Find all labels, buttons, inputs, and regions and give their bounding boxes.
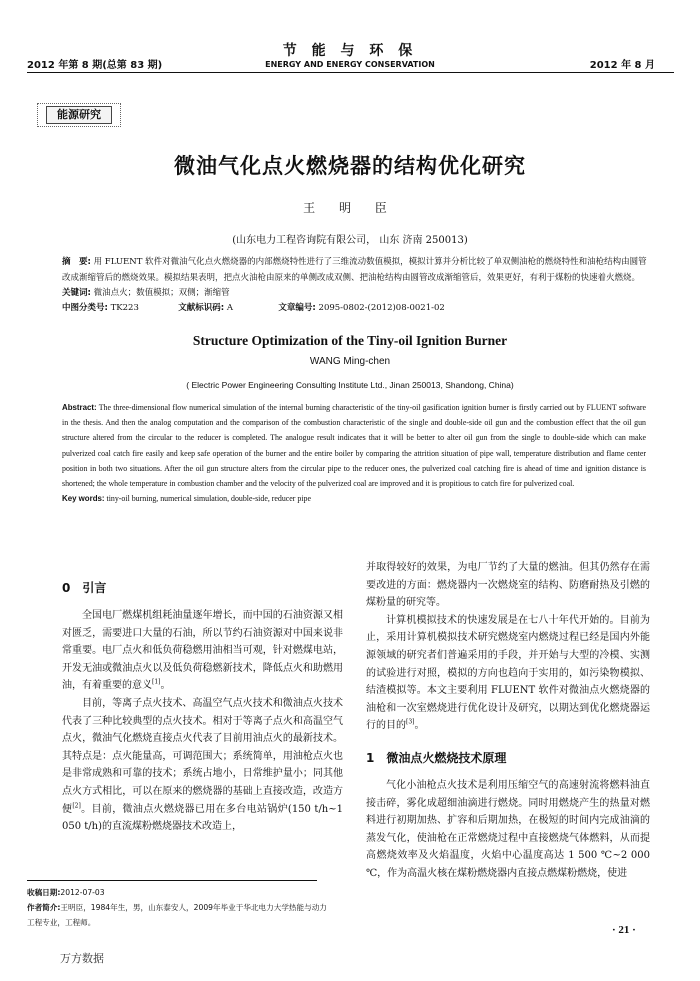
abstract-en-text: The three-dimensional flow numerical simulation of the internal burning characteristic of the tiny-oil gasification ignition burner is firstly carried out by FLUENT software in the thesis. And then the analog computation and the comparison of the combustion characteristic of the single and double-side oil gun and the combustion effect that the oil gun structure altered from the circular to the reducer is completed. The analogue result indicates that it will be better to alter oil gun from the single to double-side which can make pulverized coal catch fire easily and keep safe operation of the burner and the entire boiler by comparing the attrition situation of pipe wall, temperature distribution and flame center position in both two situations. After the oil gun structure alters from the circular pipe to the reducer ones, the pulverized coal catching fire is ahead of time and ignition distance is shortened; the whole temperature in combustion chamber and the velocity of the pulverized coal are improved and it is propitious to catch fire for pulverized coal. <box>62 403 646 489</box>
paragraph-text-end: 。目前，微油点火燃烧器已用在多台电站锅炉(150 t/h~1 050 t/h)的直流煤粉燃烧器技术改造上， <box>62 803 343 833</box>
body-paragraph: 气化小油枪点火技术是利用压缩空气的高速射流将燃料油直接击碎，雾化成超细油滴进行燃烧。同时用燃烧产生的热量对燃料进行初期加热、扩容和后期加热，在极短的时间内完成油滴的蒸发气化，使油枪在正常燃烧过程中直接燃烧气体燃料，从而提高燃烧效率及火焰温度，火焰中心温度高达 1 500 ℃~2 000 ℃，作为高温火核在煤粉燃烧器内直接点燃煤粉燃烧，使进 <box>366 779 650 879</box>
paragraph-text: 全国电厂燃煤机组耗油量逐年增长，而中国的石油资源又相对匮乏，需要进口大量的石油，所以节约石油资源对中国来说非常重要。电厂点火和低负荷稳燃用油相当可观，针对燃煤电站，开发无油或微油点火以及低负荷稳燃新技术，降低点火和助燃用油，有着重要的意义 <box>62 610 343 692</box>
keywords-en-label: Key words: <box>62 494 105 504</box>
paragraph-text-end: 。 <box>414 720 425 732</box>
keywords-en <box>62 491 646 506</box>
keywords-cn <box>62 286 652 301</box>
citation-ref[interactable]: [2] <box>72 802 81 810</box>
affiliation-en: ( Electric Power Engineering Consulting Institute Ltd., Jinan 250013, Shandong, China) <box>186 380 514 390</box>
page-number: · 21 · <box>612 924 636 936</box>
citation-ref[interactable]: [1] <box>152 679 161 687</box>
doc-code-label: 文献标识码: <box>178 303 225 313</box>
author-bio-text: 王明臣，1984年生，男，山东泰安人，2009年毕业于华北电力大学热能与动力工程专业，工程师。 <box>27 903 327 927</box>
column-tag <box>37 103 121 127</box>
received-value: 2012-07-03 <box>60 888 105 897</box>
body-column-right <box>366 559 650 883</box>
article-no-value: 2095-0802-(2012)08-0021-02 <box>318 303 445 313</box>
abstract-cn-block <box>62 254 652 316</box>
journal-title-en: ENERGY AND ENERGY CONSERVATION <box>265 60 435 69</box>
classification-line <box>62 301 652 316</box>
affiliation-cn: (山东电力工程咨询院有限公司， 山东 济南 250013) <box>232 235 468 246</box>
received-label: 收稿日期: <box>27 888 61 897</box>
paper-title-cn: 微油气化点火燃烧器的结构优化研究 <box>174 154 526 178</box>
body-column-left <box>62 575 343 836</box>
body-paragraph <box>366 612 650 735</box>
author-cn: 王 明 臣 <box>303 201 397 215</box>
author-bio <box>27 900 327 930</box>
article-no-label: 文章编号: <box>278 303 316 313</box>
clc-label: 中图分类号: <box>62 303 108 313</box>
section-heading-principle: 1 微油点火燃烧技术原理 <box>366 750 507 765</box>
body-paragraph <box>62 607 343 695</box>
keywords-en-text: tiny-oil burning, numerical simulation, double-side, reducer pipe <box>106 494 311 504</box>
footnote <box>27 885 327 930</box>
paper-title-en: Structure Optimization of the Tiny-oil Ignition Burner <box>192 333 508 348</box>
doc-code-value: A <box>226 303 234 313</box>
section-heading-introduction: 0 引言 <box>62 581 107 595</box>
abstract-cn-label: 摘 要: <box>62 257 91 267</box>
paragraph-text: 计算机模拟技术的快速发展是在七八十年代开始的。目前为止，采用计算机模拟技术研究燃烧室内燃烧过程已经是国内外能源领域的研究者们普遍采用的手段，并开始与大型的冷模、实测的试验进行对照，模拟的方向也趋向于实用的，如污染物模拟、结渣模拟等。本文主要利用 FLUENT 软件对微油点火燃烧器的油枪和一次室燃烧进行优化设计及研究，以期达到优化燃烧器运行的目的 <box>366 614 650 732</box>
watermark: 万方数据 <box>60 952 104 965</box>
body-paragraph <box>62 695 343 836</box>
abstract-en-label: Abstract: <box>62 403 97 412</box>
publication-date: 2012 年 8 月 <box>589 60 655 71</box>
citation-ref[interactable]: [3] <box>406 719 415 727</box>
paragraph-text-end: 。 <box>160 680 171 692</box>
author-bio-label: 作者简介: <box>27 903 61 912</box>
received-date <box>27 885 327 900</box>
keywords-cn-text: 微油点火；数值模拟；双侧；渐缩管 <box>93 288 230 298</box>
abstract-en <box>62 400 646 491</box>
journal-title-cn: 节 能 与 环 保 <box>282 43 418 59</box>
clc-value: TK223 <box>110 303 139 313</box>
author-en: WANG Ming-chen <box>309 356 391 367</box>
abstract-cn-text: 用 FLUENT 软件对微油气化点火燃烧器的内部燃烧特性进行了三维流动数值模拟，模拟计算并分析比较了单双侧油枪的燃烧特性和油枪结构由圆管改成渐缩管后的燃烧效果。模拟结果表明，把点火油枪由原来的单侧改成双侧、把油枪结构由圆管改成渐缩管后，效果更好，有利于煤粉的快速着火燃烧。 <box>62 257 647 283</box>
paragraph-text: 目前，等离子点火技术、高温空气点火技术和微油点火技术代表了三种比较典型的点火技术。相对于等离子点火和高温空气点火，微油气化燃烧直接点火代表了目前用油点火的最新技术。其特点是：点火能量高，可调范围大；系统简单，用油枪点火也是非常成熟和可靠的技术；系统占地小，日常维护量小；同其他点火方式相比，可以在原来的燃烧器的基础上直接改造，改造方便 <box>62 697 343 815</box>
column-tag-label: 能源研究 <box>46 106 112 124</box>
issue-info: 2012 年第 8 期(总第 83 期) <box>27 60 163 71</box>
footnote-divider <box>27 880 317 881</box>
header-divider <box>27 72 674 73</box>
body-paragraph-continued: 并取得较好的效果，为电厂节约了大量的燃油。但其仍然存在需要改进的方面：燃烧器内一次燃烧室的结构、防磨耐热及引燃的煤粉量的研究等。 <box>366 562 650 609</box>
keywords-cn-label: 关键词: <box>62 288 91 298</box>
abstract-en-block <box>62 400 646 506</box>
abstract-cn <box>62 254 652 286</box>
